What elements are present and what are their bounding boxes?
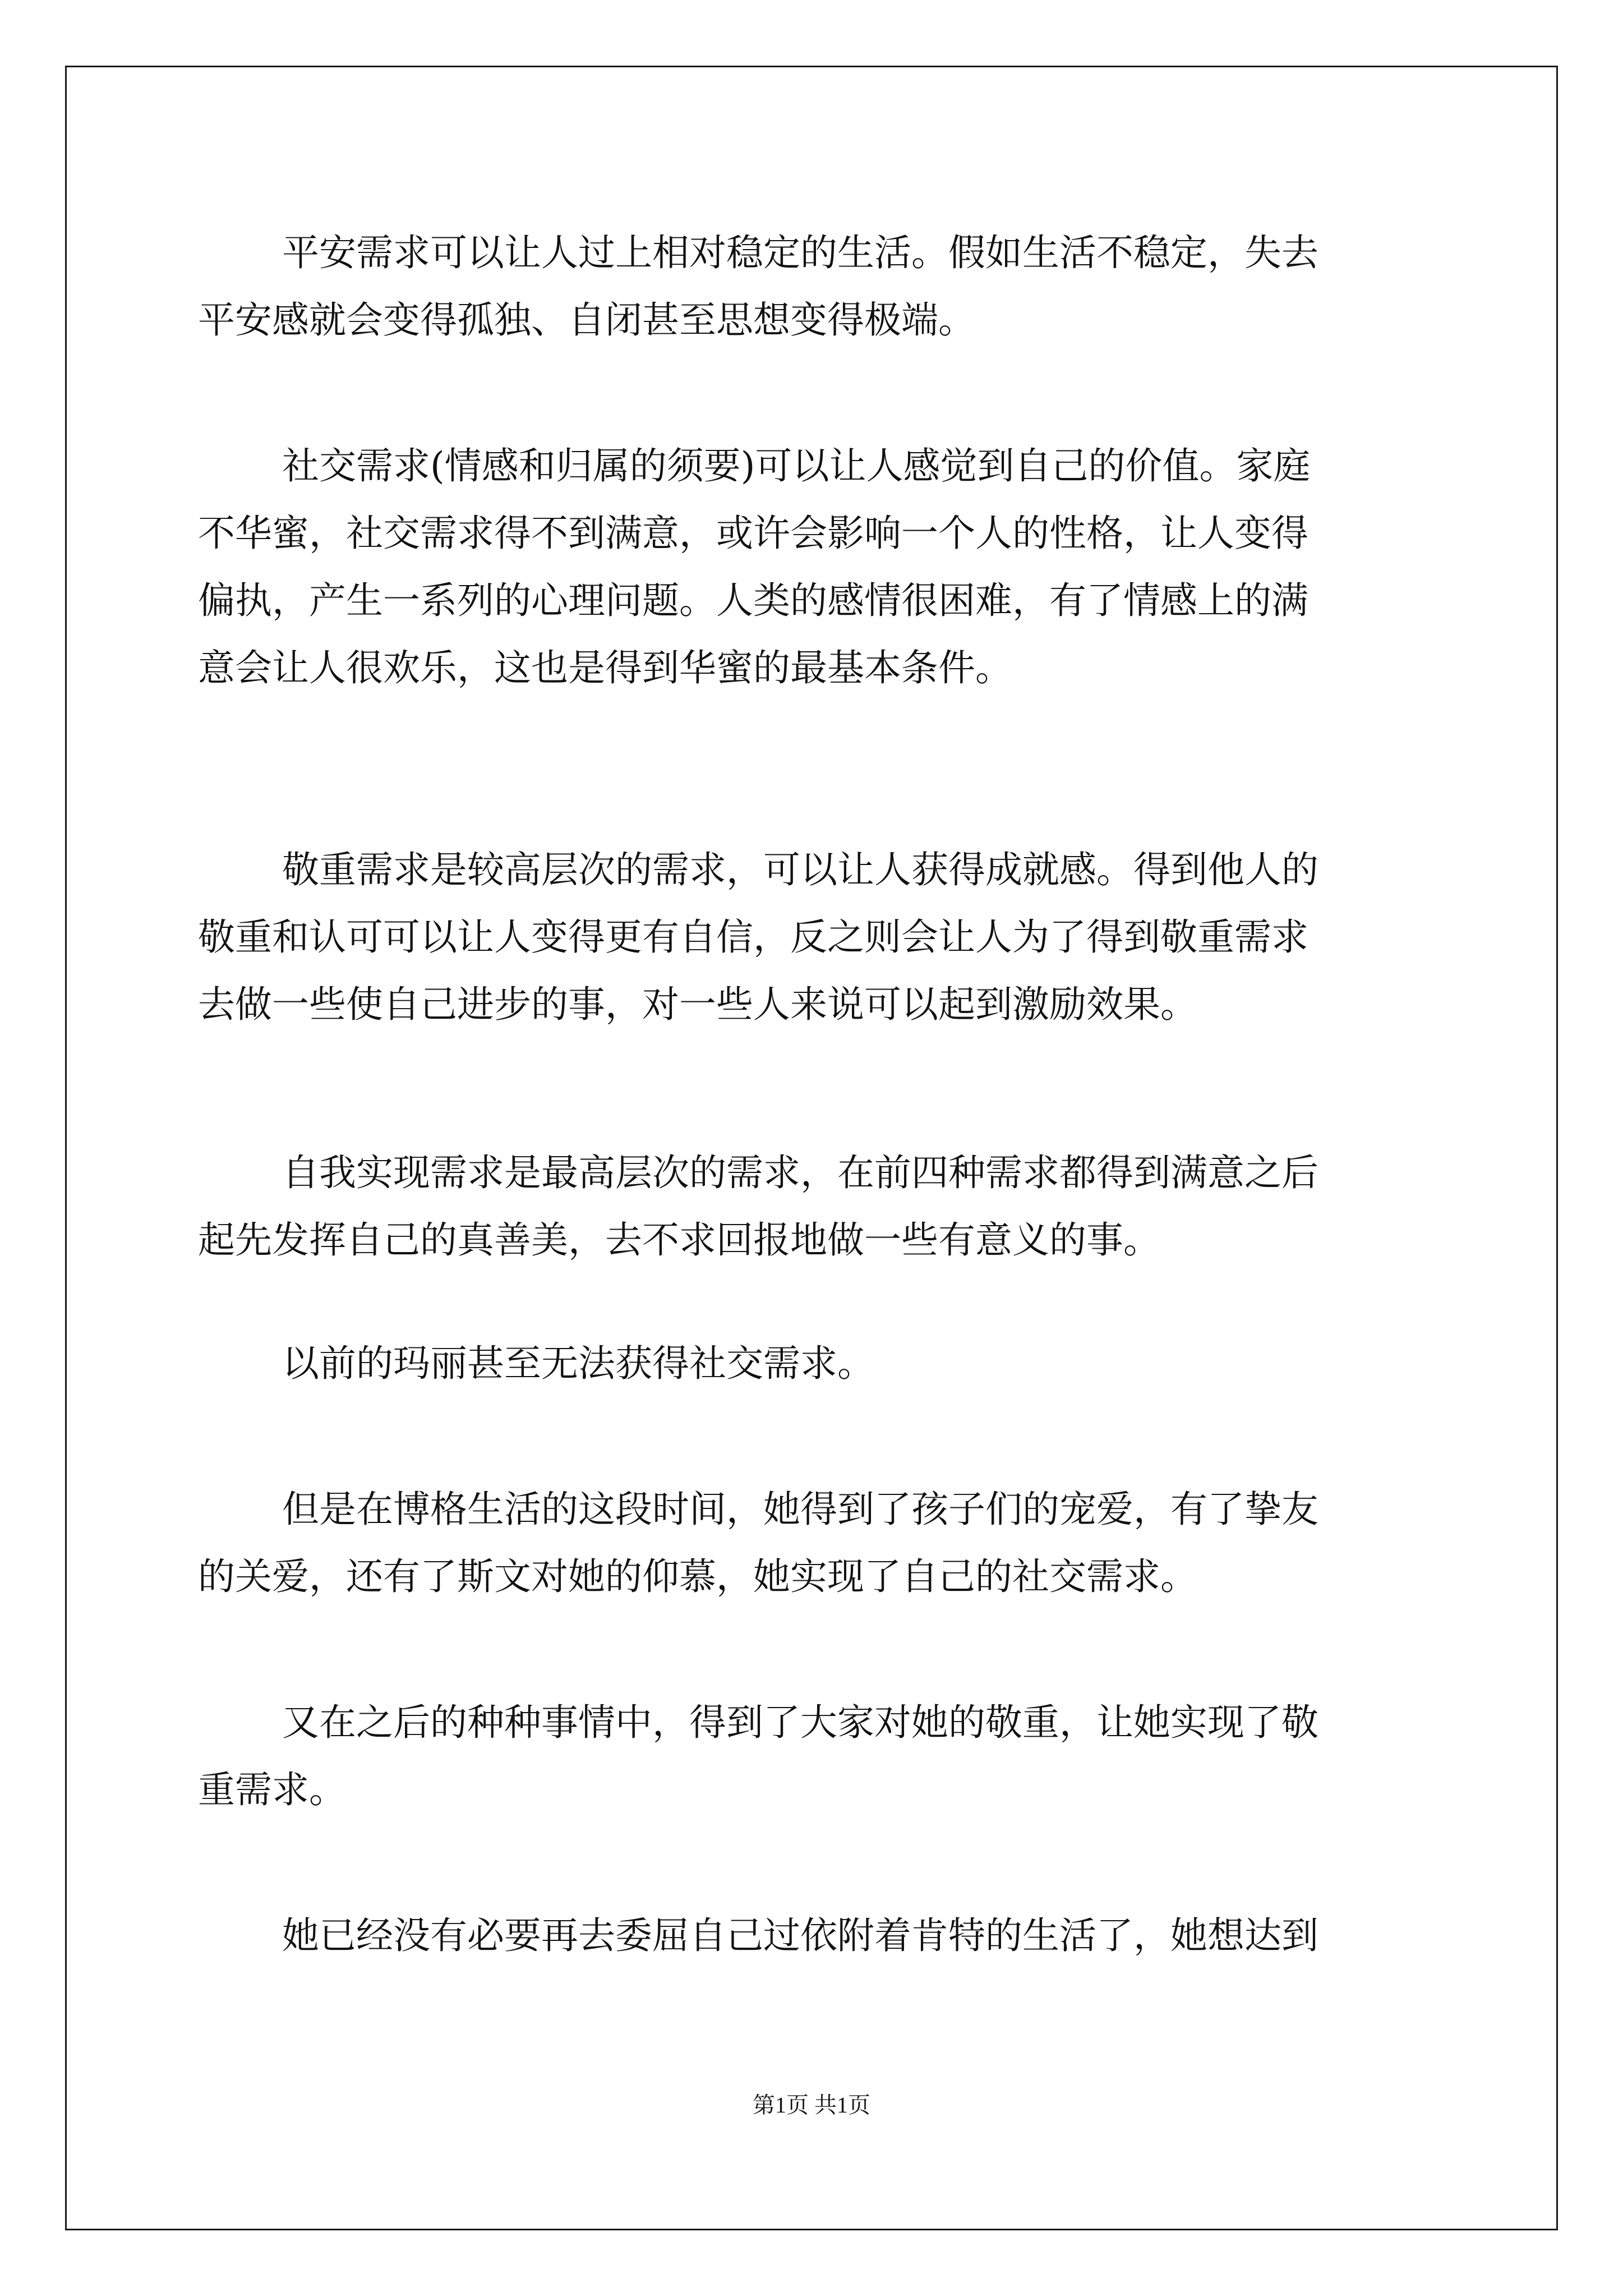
paragraph-4-line-2: 起先发挥自己的真善美，去不求回报地做一些有意义的事。 <box>198 1218 1160 1262</box>
page-footer: 第1页 共1页 <box>753 2092 870 2118</box>
paragraph-5-line-1: 以前的玛丽甚至无法获得社交需求。 <box>282 1342 874 1385</box>
paragraph-1-line-1: 平安需求可以让人过上相对稳定的生活。假如生活不稳定，失去 <box>282 231 1318 274</box>
page-border <box>65 66 1558 2230</box>
paragraph-3-line-3: 去做一些使自己进步的事，对一些人来说可以起到激励效果。 <box>198 983 1197 1026</box>
paragraph-4-line-1: 自我实现需求是最高层次的需求，在前四种需求都得到满意之后 <box>282 1151 1318 1194</box>
paragraph-2-line-4: 意会让人很欢乐，这也是得到华蜜的最基本条件。 <box>198 646 1012 689</box>
paragraph-2-line-2: 不华蜜，社交需求得不到满意，或许会影响一个人的性格，让人变得 <box>198 512 1308 555</box>
paragraph-1-line-2: 平安感就会变得孤独、自闭甚至思想变得极端。 <box>198 298 975 342</box>
paragraph-6-line-1: 但是在博格生活的这段时间，她得到了孩子们的宠爱，有了挚友 <box>282 1488 1318 1531</box>
paragraph-2-line-1: 社交需求(情感和归属的须要)可以让人感觉到自己的价值。家庭 <box>282 444 1311 487</box>
paragraph-3-line-1: 敬重需求是较高层次的需求，可以让人获得成就感。得到他人的 <box>282 848 1318 891</box>
paragraph-2-line-3: 偏执，产生一系列的心理问题。人类的感情很困难，有了情感上的满 <box>198 579 1308 622</box>
paragraph-7-line-2: 重需求。 <box>198 1768 346 1811</box>
paragraph-8-line-1: 她已经没有必要再去委屈自己过依附着肯特的生活了，她想达到 <box>282 1914 1318 1957</box>
paragraph-3-line-2: 敬重和认可可以让人变得更有自信，反之则会让人为了得到敬重需求 <box>198 915 1308 959</box>
paragraph-6-line-2: 的关爱，还有了斯文对她的仰慕，她实现了自己的社交需求。 <box>198 1555 1197 1598</box>
paragraph-7-line-1: 又在之后的种种事情中，得到了大家对她的敬重，让她实现了敬 <box>282 1701 1318 1744</box>
